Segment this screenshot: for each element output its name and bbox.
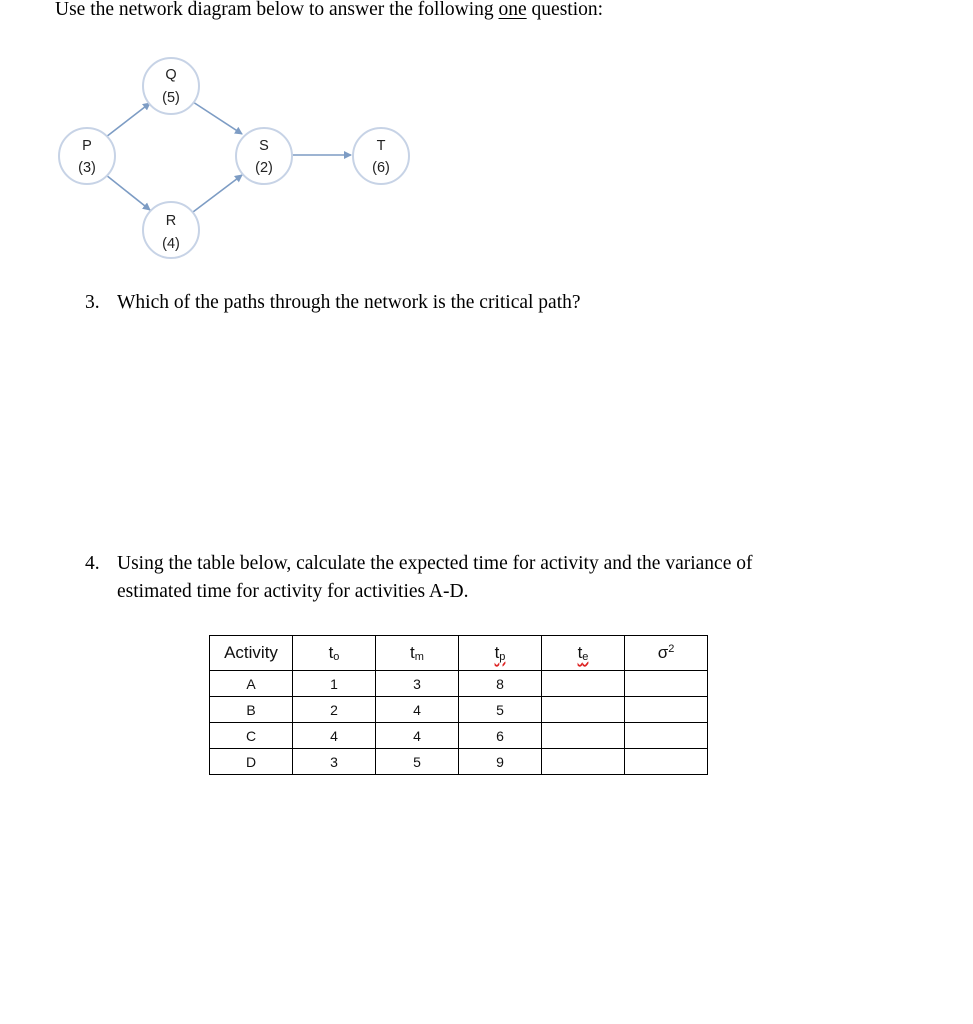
header-variance: $\sigma^2$ <box>625 636 708 671</box>
node-s-duration: (2) <box>255 160 273 176</box>
te-cell <box>542 749 625 775</box>
variance-cell <box>625 723 708 749</box>
header-activity: Activity <box>210 636 293 671</box>
variance-cell <box>625 697 708 723</box>
tp-cell: 5 <box>459 697 542 723</box>
to-cell: 3 <box>293 749 376 775</box>
question-3 <box>85 289 905 319</box>
to-cell: 1 <box>293 671 376 697</box>
node-s <box>236 128 292 184</box>
te-cell <box>542 671 625 697</box>
to-cell: 2 <box>293 697 376 723</box>
intro-underlined-word: one <box>498 0 527 20</box>
activity-cell: A <box>210 671 293 697</box>
tm-cell: 3 <box>376 671 459 697</box>
question-3-text: Which of the paths through the network is the critical path? <box>117 292 581 313</box>
node-t-duration: (6) <box>372 160 390 176</box>
header-expected-time: $t_e$ <box>542 636 625 671</box>
table-row <box>210 749 708 775</box>
table-row <box>210 671 708 697</box>
node-q-label: Q <box>165 67 177 83</box>
table-row <box>210 723 708 749</box>
node-p-duration: (3) <box>78 160 96 176</box>
activity-cell: B <box>210 697 293 723</box>
node-t <box>353 128 409 184</box>
tp-cell: 8 <box>459 671 542 697</box>
edge-q-s <box>193 102 242 134</box>
tp-cell: 6 <box>459 723 542 749</box>
tm-cell: 4 <box>376 723 459 749</box>
question-4-number: 4. <box>85 553 100 574</box>
intro-text-after: question: <box>526 0 604 20</box>
node-s-label: S <box>259 138 269 154</box>
intro-text-before: Use the network diagram below to answer the following <box>55 0 499 20</box>
tm-cell: 4 <box>376 697 459 723</box>
node-t-label: T <box>376 138 386 154</box>
activity-cell: C <box>210 723 293 749</box>
node-r-label: R <box>165 213 177 229</box>
to-cell: 4 <box>293 723 376 749</box>
question-4 <box>85 550 905 610</box>
node-q-duration: (5) <box>162 90 180 106</box>
edge-r-s <box>193 175 242 212</box>
activity-time-table <box>209 635 708 775</box>
question-3-number: 3. <box>85 292 100 313</box>
edge-p-r <box>106 175 150 210</box>
variance-cell <box>625 749 708 775</box>
network-edges <box>106 102 351 212</box>
te-cell <box>542 723 625 749</box>
header-pessimistic-time: $t_p$ <box>459 636 542 671</box>
variance-cell <box>625 671 708 697</box>
tm-cell: 5 <box>376 749 459 775</box>
node-p <box>59 128 115 184</box>
question-4-text: Using the table below, calculate the expected time for activity and the variance of estimated time for activity for activities A-D. <box>117 553 753 602</box>
node-q <box>143 58 199 114</box>
header-most-likely-time: $t_m$ <box>376 636 459 671</box>
table-row <box>210 697 708 723</box>
node-r-duration: (4) <box>162 236 180 252</box>
network-diagram <box>0 0 973 300</box>
header-optimistic-time: $t_o$ <box>293 636 376 671</box>
node-p-label: P <box>82 138 92 154</box>
table-header-row <box>210 636 708 671</box>
node-r <box>143 202 199 258</box>
te-cell <box>542 697 625 723</box>
edge-p-q <box>106 103 150 137</box>
activity-cell: D <box>210 749 293 775</box>
tp-cell: 9 <box>459 749 542 775</box>
